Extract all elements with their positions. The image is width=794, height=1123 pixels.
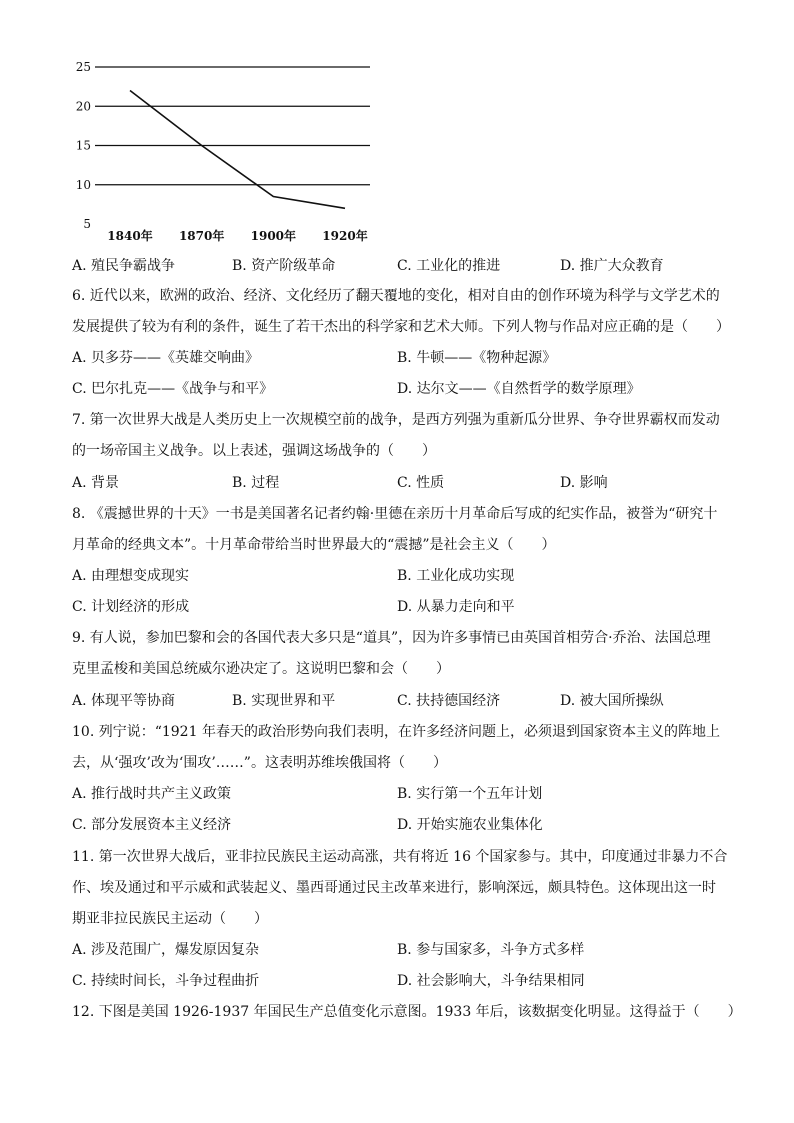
q9-stem-line: 9. 有人说，参加巴黎和会的各国代表大多只是“道具”，因为许多事情已由英国首相劳合·乔治、法国总理 <box>72 630 711 646</box>
q9-stem-line: 克里孟梭和美国总统威尔逊决定了。这说明巴黎和会（ ） <box>72 661 450 677</box>
q6-stem-line: 发展提供了较为有利的条件，诞生了若干杰出的科学家和艺术大师。下列人物与作品对应正确的是（ ） <box>72 319 730 335</box>
q8-stem-line: 月革命的经典文本”。十月革命带给当时世界最大的“震撼”是社会主义（ ） <box>72 537 556 553</box>
q10-stem-line: 去，从‘强攻’改为‘围攻’……”。这表明苏维埃俄国将（ ） <box>72 755 447 771</box>
x-tick-label: 1920年 <box>322 229 368 243</box>
q6-stem-line: 6. 近代以来，欧洲的政治、经济、文化经历了翻天覆地的变化，相对自由的创作环境为科学与文学艺术的 <box>72 288 720 304</box>
series-line <box>130 91 345 209</box>
q9-options <box>72 690 752 712</box>
q11-stem-line: 作、埃及通过和平示威和武装起义、墨西哥通过民主改革来进行，影响深远，颇具特色。这体现出这一时 <box>72 880 716 896</box>
q5-options <box>72 255 752 277</box>
q7-option-b[interactable]: B. 过程 <box>232 475 280 491</box>
q11-stem-line: 11. 第一次世界大战后，亚非拉民族民主运动高涨，共有将近 16 个国家参与。其中，印度通过非暴力不合 <box>72 849 728 865</box>
y-tick-label: 10 <box>75 177 91 192</box>
q9-option-b[interactable]: B. 实现世界和平 <box>232 693 336 709</box>
y-tick-label: 20 <box>75 99 91 114</box>
y-tick-label: 5 <box>83 217 91 231</box>
q5-option-c[interactable]: C. 工业化的推进 <box>397 258 501 274</box>
q10-option-d[interactable]: D. 开始实施农业集体化 <box>397 817 543 833</box>
q5-option-d[interactable]: D. 推广大众教育 <box>560 258 664 274</box>
q6-option-a[interactable]: A. 贝多芬——《英雄交响曲》 <box>72 350 260 366</box>
q5-option-b[interactable]: B. 资产阶级革命 <box>232 258 336 274</box>
q12-stem-line: 12. 下图是美国 1926-1937 年国民生产总值变化示意图。1933 年后，该数据变化明显。这得益于（ ） <box>72 1004 742 1020</box>
x-tick-label: 1870年 <box>178 229 225 243</box>
q10-option-c[interactable]: C. 部分发展资本主义经济 <box>72 817 232 833</box>
q9-option-a[interactable]: A. 体现平等协商 <box>72 693 176 709</box>
q9-option-c[interactable]: C. 扶持德国经济 <box>397 693 501 709</box>
y-tick-label: 25 <box>75 60 91 74</box>
q6-option-c[interactable]: C. 巴尔扎克——《战争与和平》 <box>72 381 274 397</box>
q7-stem-line: 7. 第一次世界大战是人类历史上一次规模空前的战争，是西方列强为重新瓜分世界、争夺世界霸权而发动 <box>72 412 720 428</box>
q8-option-c[interactable]: C. 计划经济的形成 <box>72 599 190 615</box>
q11-stem-line: 期亚非拉民族民主运动（ ） <box>72 911 268 927</box>
q7-option-c[interactable]: C. 性质 <box>397 475 445 491</box>
q7-stem-line: 的一场帝国主义战争。以上表述，强调这场战争的（ ） <box>72 443 436 459</box>
q8-stem-line: 8. 《震撼世界的十天》一书是美国著名记者约翰·里德在亲历十月革命后写成的纪实作品，被誉为“研究十 <box>72 506 718 522</box>
x-tick-label: 1900年 <box>250 229 297 243</box>
q11-option-d[interactable]: D. 社会影响大，斗争结果相同 <box>397 973 585 989</box>
q6-option-b[interactable]: B. 牛顿——《物种起源》 <box>397 350 557 366</box>
q10-option-a[interactable]: A. 推行战时共产主义政策 <box>72 786 232 802</box>
q7-option-d[interactable]: D. 影响 <box>560 475 608 491</box>
q6-option-d[interactable]: D. 达尔文——《自然哲学的数学原理》 <box>397 381 641 397</box>
q8-option-a[interactable]: A. 由理想变成现实 <box>72 568 190 584</box>
q11-option-b[interactable]: B. 参与国家多，斗争方式多样 <box>397 942 585 958</box>
q10-option-b[interactable]: B. 实行第一个五年计划 <box>397 786 543 802</box>
q7-option-a[interactable]: A. 背景 <box>72 475 120 491</box>
line-chart <box>60 52 390 248</box>
q7-options <box>72 472 752 494</box>
q9-option-d[interactable]: D. 被大国所操纵 <box>560 693 664 709</box>
q11-option-c[interactable]: C. 持续时间长，斗争过程曲折 <box>72 973 260 989</box>
y-tick-label: 15 <box>75 138 91 153</box>
q5-option-a[interactable]: A. 殖民争霸战争 <box>72 258 176 274</box>
q8-option-b[interactable]: B. 工业化成功实现 <box>397 568 515 584</box>
q11-option-a[interactable]: A. 涉及范围广，爆发原因复杂 <box>72 942 260 958</box>
x-tick-label: 1840年 <box>107 229 153 243</box>
q10-stem-line: 10. 列宁说：“1921 年春天的政治形势向我们表明，在许多经济问题上，必须退到国家资本主义的阵地上 <box>72 724 720 740</box>
q8-option-d[interactable]: D. 从暴力走向和平 <box>397 599 515 615</box>
